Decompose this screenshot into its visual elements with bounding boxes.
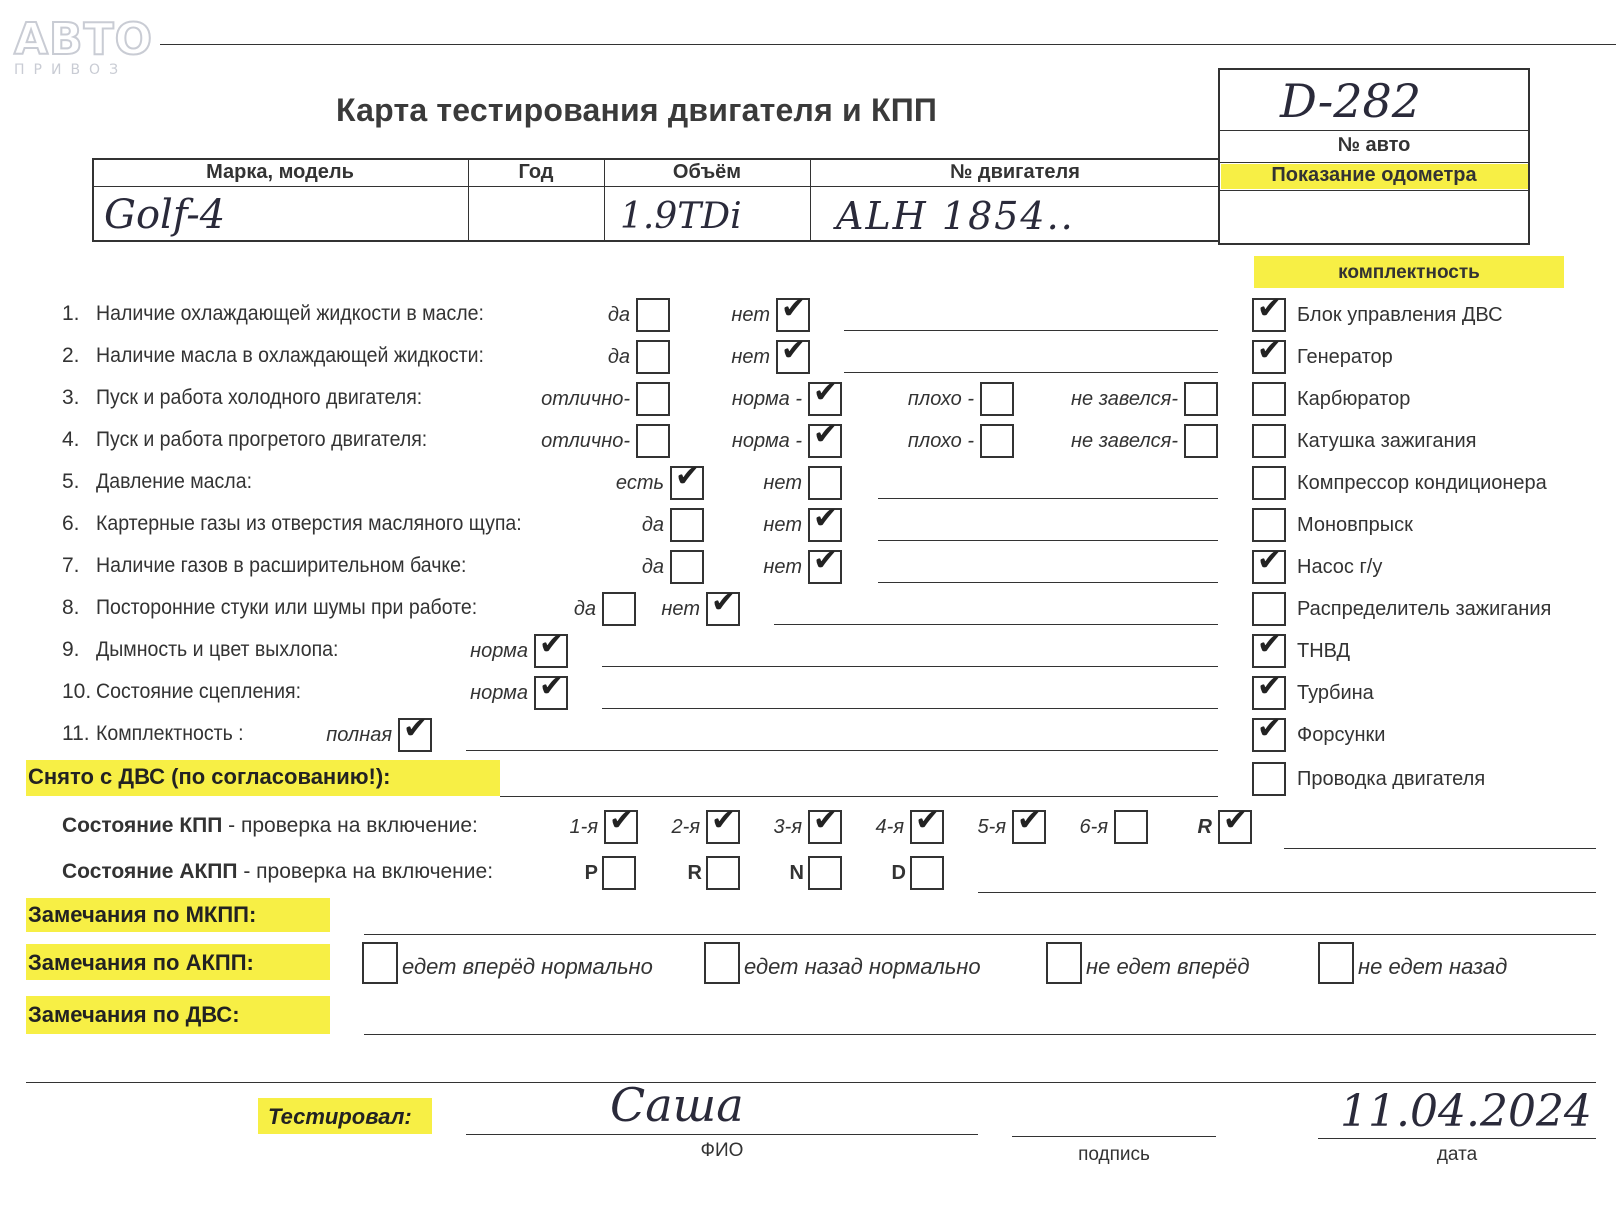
question-text: Состояние сцепления: bbox=[96, 680, 302, 703]
completeness-item-label: Проводка двигателя bbox=[1297, 768, 1486, 790]
check-mark-icon: ✔ bbox=[711, 803, 737, 838]
gear-label: 4-я bbox=[875, 816, 904, 838]
signature-line bbox=[1012, 1136, 1216, 1137]
remarks-manual-label: Замечания по МКПП: bbox=[28, 902, 257, 927]
tested-by-label: Тестировал: bbox=[268, 1104, 412, 1129]
model-value: Golf-4 bbox=[104, 192, 226, 238]
gear-label: 6-я bbox=[1079, 816, 1108, 838]
answer-line bbox=[878, 582, 1218, 583]
check-mark-icon: ✔ bbox=[675, 459, 701, 494]
completeness-checkbox[interactable] bbox=[1252, 291, 1286, 332]
option-label: не завелся- bbox=[1071, 388, 1178, 410]
completeness-item-label: Генератор bbox=[1297, 346, 1393, 368]
check-mark-icon: ✔ bbox=[813, 417, 839, 452]
option-label: норма - bbox=[731, 388, 802, 410]
logo-text: АВТО bbox=[14, 14, 154, 65]
option-label: нет bbox=[763, 514, 802, 536]
odometer-label: Показание одометра bbox=[1271, 164, 1477, 186]
answer-line bbox=[844, 372, 1218, 373]
signature-caption: подпись bbox=[1078, 1144, 1150, 1165]
footer-rule bbox=[26, 1082, 1596, 1083]
completeness-checkbox[interactable] bbox=[1252, 711, 1286, 752]
column-header-volume: Объём bbox=[672, 161, 742, 183]
option-label: нет bbox=[763, 556, 802, 578]
option-label: полная bbox=[326, 724, 392, 746]
mode-label: R bbox=[687, 862, 702, 884]
check-mark-icon: ✔ bbox=[539, 669, 565, 704]
option-label: норма bbox=[470, 682, 528, 704]
completeness-item-label: Распределитель зажигания bbox=[1297, 598, 1552, 620]
question-text: Наличие масла в охлаждающей жидкости: bbox=[96, 344, 484, 367]
question-number: 2. bbox=[62, 344, 80, 367]
option-checkbox[interactable] bbox=[636, 382, 670, 416]
volume-value: 1.9TDi bbox=[620, 196, 742, 237]
gear-checkbox[interactable] bbox=[1218, 803, 1252, 844]
check-mark-icon: ✔ bbox=[403, 711, 429, 746]
auto-remark-checkbox[interactable] bbox=[362, 942, 398, 984]
auto-remark-label: не едет вперёд bbox=[1086, 954, 1250, 979]
question-text: Посторонние стуки или шумы при работе: bbox=[96, 596, 478, 619]
answer-line bbox=[602, 666, 1218, 667]
gear-checkbox[interactable] bbox=[706, 803, 740, 844]
engine-number-value: ALH 1854.. bbox=[836, 194, 1075, 238]
gear-label: R bbox=[1197, 816, 1212, 838]
option-label: да bbox=[641, 556, 664, 578]
mode-checkbox[interactable] bbox=[602, 856, 636, 890]
check-mark-icon: ✔ bbox=[915, 803, 941, 838]
column-header-engine-number: № двигателя bbox=[950, 161, 1080, 183]
remarks-manual-line bbox=[364, 934, 1596, 935]
gearbox-label: Состояние КПП - проверка на включение: bbox=[62, 814, 478, 837]
completeness-checkbox[interactable] bbox=[1252, 762, 1286, 796]
auto-remark-label: не едет назад bbox=[1358, 954, 1508, 979]
completeness-item-label: ТНВД bbox=[1297, 640, 1351, 662]
option-label: плохо - bbox=[907, 430, 974, 452]
removed-label: Снято с ДВС (по согласованию!): bbox=[28, 764, 391, 789]
check-mark-icon: ✔ bbox=[1257, 333, 1283, 368]
answer-line bbox=[844, 330, 1218, 331]
completeness-checkbox[interactable] bbox=[1252, 508, 1286, 542]
option-checkbox[interactable] bbox=[670, 459, 704, 500]
check-mark-icon: ✔ bbox=[813, 803, 839, 838]
completeness-title: комплектность bbox=[1338, 262, 1480, 283]
question-number: 3. bbox=[62, 386, 80, 409]
gear-label: 3-я bbox=[773, 816, 802, 838]
date-value: 11.04.2024 bbox=[1340, 1086, 1592, 1137]
gear-label: 5-я bbox=[977, 816, 1006, 838]
check-mark-icon: ✔ bbox=[781, 291, 807, 326]
divider bbox=[1218, 190, 1530, 191]
mode-label: P bbox=[584, 862, 598, 884]
option-checkbox[interactable] bbox=[534, 669, 568, 710]
check-mark-icon: ✔ bbox=[1223, 803, 1249, 838]
option-checkbox[interactable] bbox=[636, 340, 670, 374]
completeness-item-label: Блок управления ДВС bbox=[1297, 304, 1503, 326]
top-rule bbox=[160, 44, 1616, 45]
date-caption: дата bbox=[1436, 1144, 1478, 1165]
mode-checkbox[interactable] bbox=[910, 856, 944, 890]
question-text: Комплектность : bbox=[96, 722, 244, 745]
divider bbox=[1218, 130, 1530, 131]
question-number: 5. bbox=[62, 470, 80, 493]
question-text: Картерные газы из отверстия масляного щупа: bbox=[96, 512, 522, 535]
answer-line bbox=[466, 750, 1218, 751]
tester-name: Саша bbox=[610, 1078, 744, 1132]
check-mark-icon: ✔ bbox=[609, 803, 635, 838]
completeness-checkbox[interactable] bbox=[1252, 424, 1286, 458]
gear-checkbox[interactable] bbox=[604, 803, 638, 844]
auto-remark-label: едет назад нормально bbox=[744, 954, 981, 979]
column-header-year: Год bbox=[518, 161, 554, 183]
check-mark-icon: ✔ bbox=[539, 627, 565, 662]
option-label: да bbox=[573, 598, 596, 620]
option-checkbox[interactable] bbox=[636, 298, 670, 332]
answer-line bbox=[878, 540, 1218, 541]
question-number: 6. bbox=[62, 512, 80, 535]
completeness-item-label: Карбюратор bbox=[1297, 388, 1411, 410]
check-mark-icon: ✔ bbox=[813, 501, 839, 536]
option-label: нет bbox=[731, 346, 770, 368]
question-number: 8. bbox=[62, 596, 80, 619]
check-mark-icon: ✔ bbox=[813, 375, 839, 410]
question-number: 9. bbox=[62, 638, 80, 661]
remarks-auto-label: Замечания по АКПП: bbox=[28, 950, 254, 975]
name-caption: ФИО bbox=[700, 1140, 744, 1161]
date-line bbox=[1318, 1138, 1596, 1139]
gear-checkbox[interactable] bbox=[910, 803, 944, 844]
option-label: норма bbox=[470, 640, 528, 662]
table-divider bbox=[92, 186, 1220, 187]
completeness-item-label: Насос г/у bbox=[1297, 556, 1383, 578]
check-mark-icon: ✔ bbox=[1257, 711, 1283, 746]
option-checkbox[interactable] bbox=[602, 592, 636, 626]
option-label: отлично- bbox=[541, 430, 630, 452]
option-label: плохо - bbox=[907, 388, 974, 410]
mode-label: N bbox=[789, 862, 804, 884]
completeness-checkbox[interactable] bbox=[1252, 466, 1286, 500]
completeness-checkbox[interactable] bbox=[1252, 543, 1286, 584]
removed-line bbox=[500, 796, 1218, 797]
car-number-label: № авто bbox=[1337, 134, 1411, 156]
name-line bbox=[466, 1134, 978, 1135]
gear-label: 2-я bbox=[671, 816, 700, 838]
option-label: не завелся- bbox=[1071, 430, 1178, 452]
answer-line bbox=[774, 624, 1218, 625]
question-text: Давление масла: bbox=[96, 470, 252, 493]
option-label: да bbox=[607, 346, 630, 368]
completeness-checkbox[interactable] bbox=[1252, 592, 1286, 626]
question-text: Наличие охлаждающей жидкости в масле: bbox=[96, 302, 484, 325]
question-number: 4. bbox=[62, 428, 80, 451]
option-checkbox[interactable] bbox=[808, 543, 842, 584]
page-title: Карта тестирования двигателя и КПП bbox=[336, 92, 938, 128]
gear-checkbox[interactable] bbox=[1114, 810, 1148, 844]
completeness-item-label: Моновпрыск bbox=[1297, 514, 1413, 536]
option-label: есть bbox=[615, 472, 664, 494]
gear-checkbox[interactable] bbox=[1012, 803, 1046, 844]
logo-subtext: ПРИВОЗ bbox=[14, 62, 128, 78]
remarks-engine-line bbox=[364, 1034, 1596, 1035]
completeness-item-label: Компрессор кондиционера bbox=[1297, 472, 1547, 494]
completeness-item-label: Турбина bbox=[1297, 682, 1374, 704]
automatic-label: Состояние АКПП - проверка на включение: bbox=[62, 860, 494, 883]
option-checkbox[interactable] bbox=[670, 508, 704, 542]
option-checkbox[interactable] bbox=[808, 417, 842, 458]
option-label: да bbox=[641, 514, 664, 536]
option-checkbox[interactable] bbox=[808, 375, 842, 416]
auto-remark-checkbox[interactable] bbox=[1318, 942, 1354, 984]
check-mark-icon: ✔ bbox=[1257, 543, 1283, 578]
option-checkbox[interactable] bbox=[980, 382, 1014, 416]
question-text: Пуск и работа холодного двигателя: bbox=[96, 386, 423, 409]
check-mark-icon: ✔ bbox=[1017, 803, 1043, 838]
option-checkbox[interactable] bbox=[980, 424, 1014, 458]
option-label: нет bbox=[661, 598, 700, 620]
check-mark-icon: ✔ bbox=[1257, 627, 1283, 662]
option-checkbox[interactable] bbox=[398, 711, 432, 752]
mode-checkbox[interactable] bbox=[808, 856, 842, 890]
option-checkbox[interactable] bbox=[808, 501, 842, 542]
check-mark-icon: ✔ bbox=[813, 543, 839, 578]
completeness-item-label: Форсунки bbox=[1297, 724, 1386, 746]
option-checkbox[interactable] bbox=[706, 585, 740, 626]
car-number-value: D-282 bbox=[1280, 74, 1422, 128]
option-label: нет bbox=[763, 472, 802, 494]
completeness-checkbox[interactable] bbox=[1252, 627, 1286, 668]
remarks-engine-label: Замечания по ДВС: bbox=[28, 1002, 240, 1027]
gearbox-line bbox=[1284, 848, 1596, 849]
auto-remark-label: едет вперёд нормально bbox=[402, 954, 653, 979]
check-mark-icon: ✔ bbox=[1257, 291, 1283, 326]
option-checkbox[interactable] bbox=[1184, 424, 1218, 458]
option-checkbox[interactable] bbox=[534, 627, 568, 668]
check-mark-icon: ✔ bbox=[781, 333, 807, 368]
automatic-line bbox=[978, 892, 1596, 893]
completeness-checkbox[interactable] bbox=[1252, 333, 1286, 374]
completeness-checkbox[interactable] bbox=[1252, 382, 1286, 416]
answer-line bbox=[602, 708, 1218, 709]
option-label: нет bbox=[731, 304, 770, 326]
auto-remark-checkbox[interactable] bbox=[1046, 942, 1082, 984]
question-text: Дымность и цвет выхлопа: bbox=[96, 638, 339, 661]
option-checkbox[interactable] bbox=[776, 333, 810, 374]
option-label: отлично- bbox=[541, 388, 630, 410]
question-number: 7. bbox=[62, 554, 80, 577]
question-number: 11. bbox=[62, 722, 90, 745]
question-number: 10. bbox=[62, 680, 92, 703]
mode-checkbox[interactable] bbox=[706, 856, 740, 890]
answer-line bbox=[878, 498, 1218, 499]
option-checkbox[interactable] bbox=[1184, 382, 1218, 416]
divider bbox=[1218, 162, 1530, 163]
gear-checkbox[interactable] bbox=[808, 803, 842, 844]
option-checkbox[interactable] bbox=[776, 291, 810, 332]
mode-label: D bbox=[891, 862, 906, 884]
option-checkbox[interactable] bbox=[636, 424, 670, 458]
auto-remark-checkbox[interactable] bbox=[704, 942, 740, 984]
column-header-model: Марка, модель bbox=[206, 161, 354, 183]
option-checkbox[interactable] bbox=[670, 550, 704, 584]
gear-label: 1-я bbox=[569, 816, 598, 838]
check-mark-icon: ✔ bbox=[1257, 669, 1283, 704]
question-text: Наличие газов в расширительном бачке: bbox=[96, 554, 467, 577]
logo bbox=[14, 14, 154, 78]
option-label: норма - bbox=[731, 430, 802, 452]
completeness-checkbox[interactable] bbox=[1252, 669, 1286, 710]
option-label: да bbox=[607, 304, 630, 326]
option-checkbox[interactable] bbox=[808, 466, 842, 500]
question-number: 1. bbox=[62, 302, 80, 325]
question-text: Пуск и работа прогретого двигателя: bbox=[96, 428, 428, 451]
check-mark-icon: ✔ bbox=[711, 585, 737, 620]
completeness-item-label: Катушка зажигания bbox=[1297, 430, 1477, 452]
